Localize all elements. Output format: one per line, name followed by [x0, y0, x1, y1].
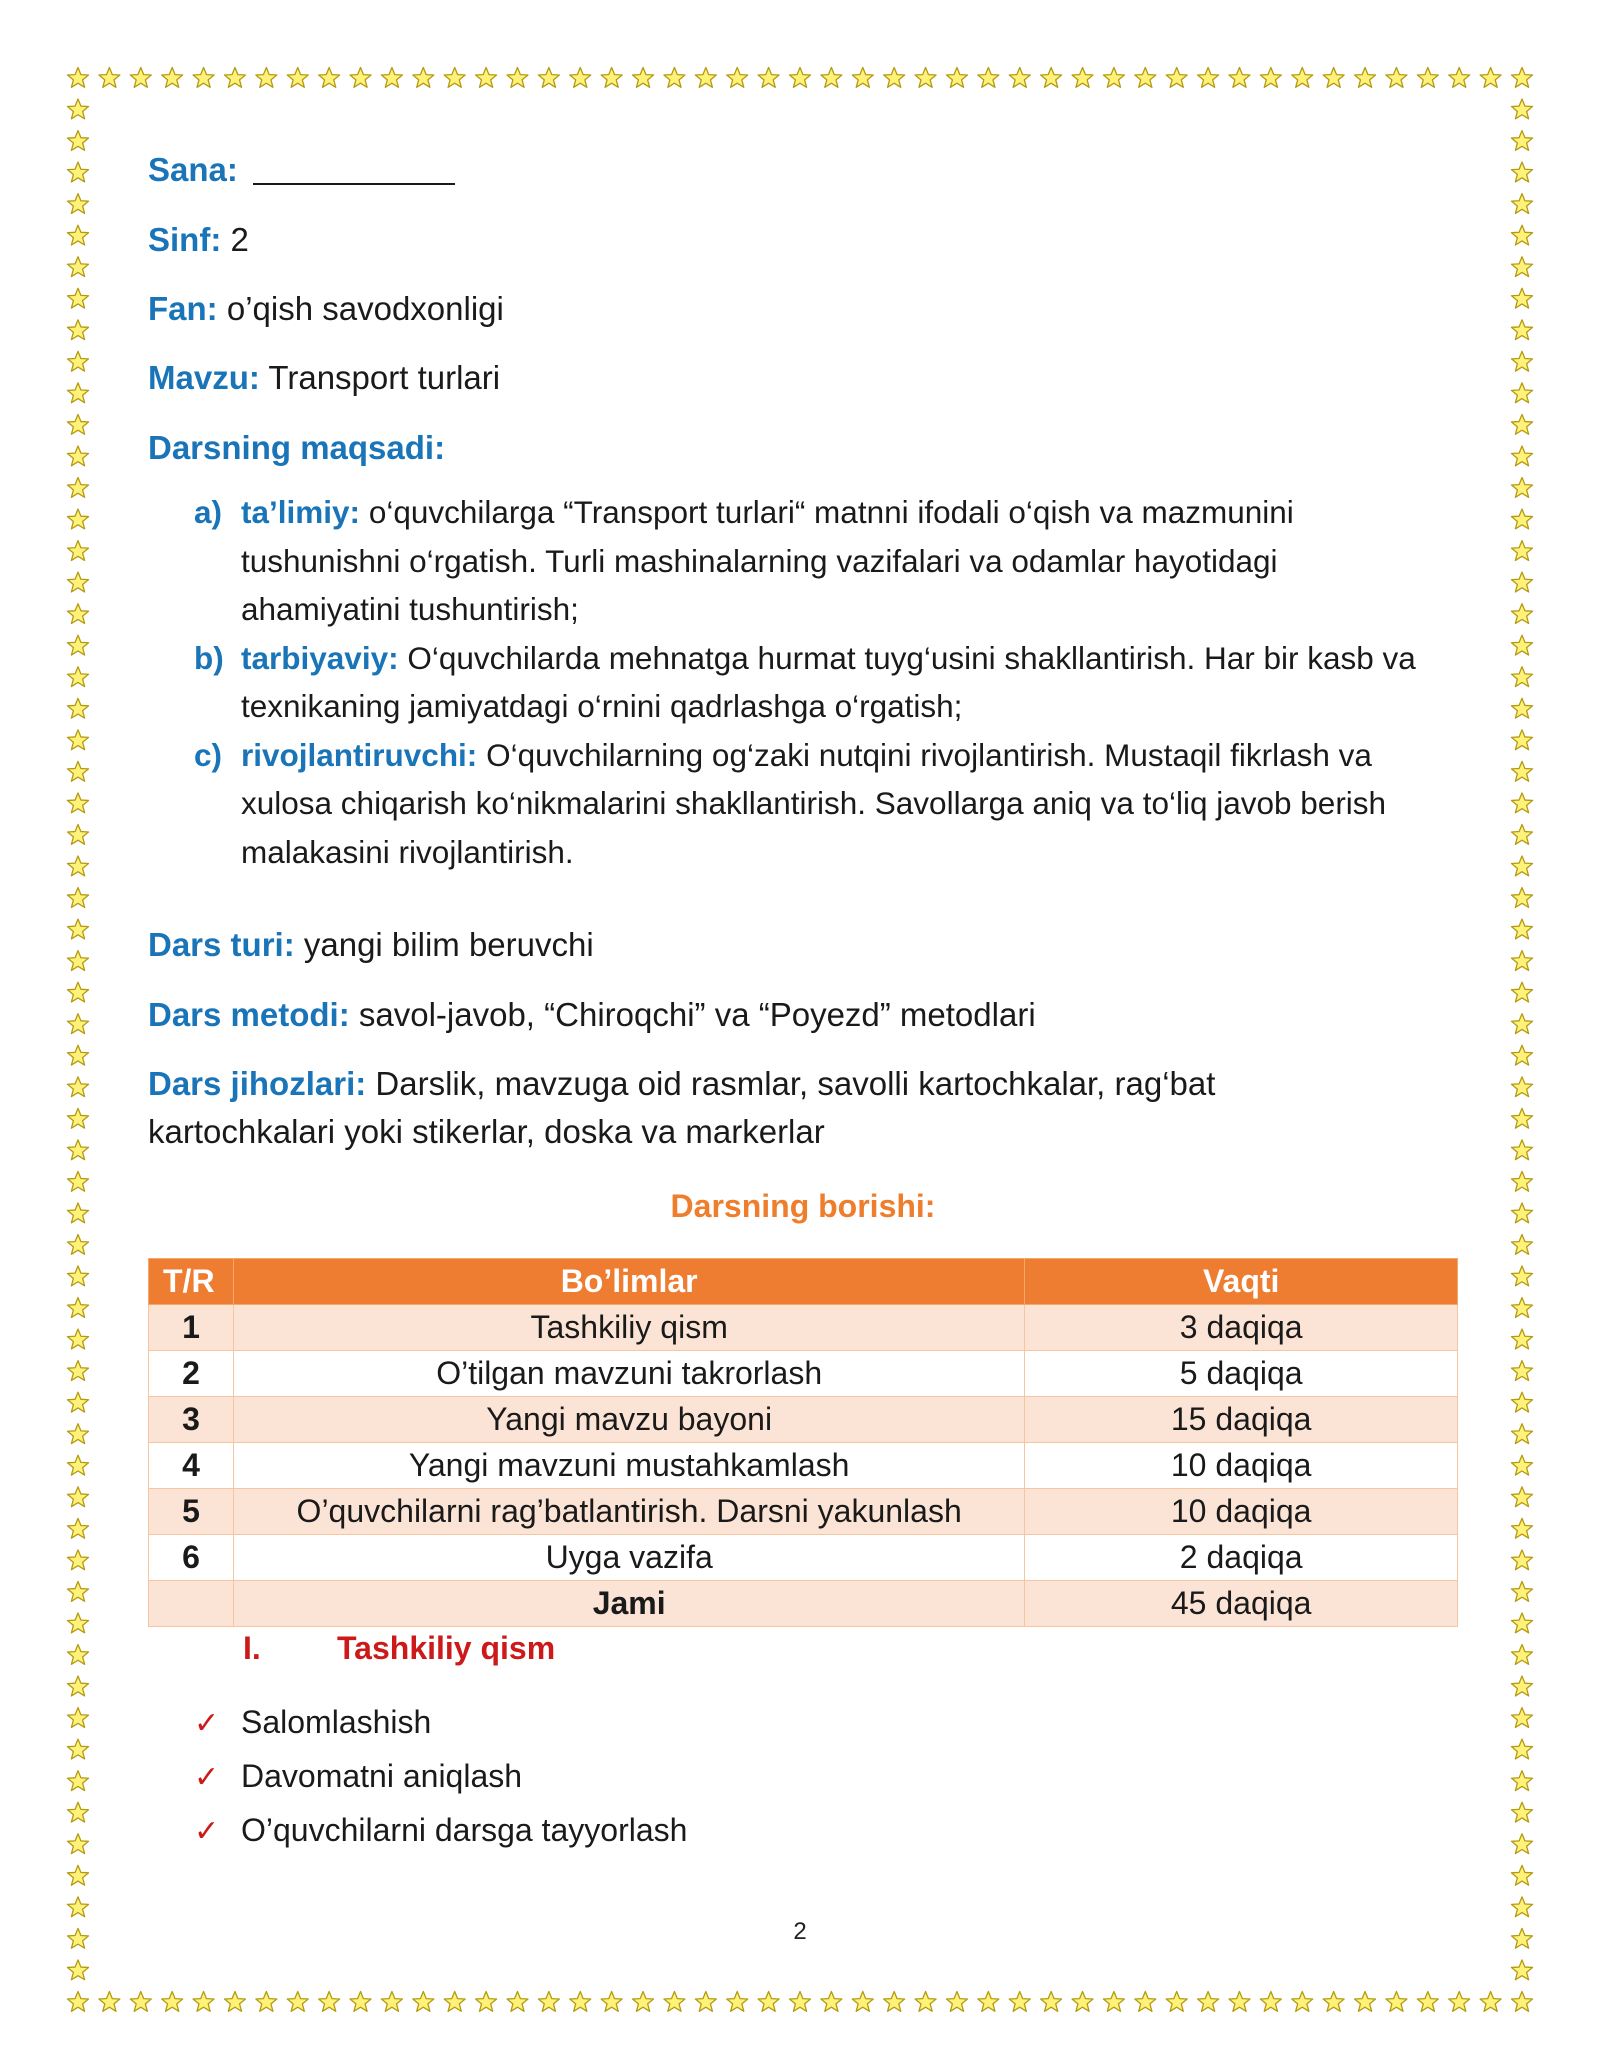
star-icon: [1417, 1992, 1438, 2012]
star-icon: [507, 68, 528, 88]
star-icon: [413, 1992, 434, 2012]
star-icon: [99, 1992, 120, 2012]
goal-label: rivojlantiruvchi:: [241, 736, 478, 773]
star-icon: [68, 383, 89, 403]
star-icon: [68, 667, 89, 687]
star-icon: [1512, 478, 1533, 498]
star-icon: [68, 1487, 89, 1507]
star-icon: [1512, 320, 1533, 340]
star-icon: [130, 1992, 151, 2012]
star-icon: [68, 1108, 89, 1128]
star-icon: [1512, 982, 1533, 1002]
star-icon: [1260, 68, 1281, 88]
star-icon: [319, 1992, 340, 2012]
star-icon: [1260, 1992, 1281, 2012]
goal-text: O‘quvchilarda mehnatga hurmat tuyg‘usini shakllantirish. Har bir kasb va texnikaning jamiyatdagi o‘rnini qadrlashga o‘rgatish;: [241, 639, 1416, 724]
star-icon: [1512, 793, 1533, 813]
grade-value: 2: [230, 221, 249, 258]
star-icon: [915, 68, 936, 88]
star-icon: [1355, 68, 1376, 88]
star-icon: [1229, 1992, 1250, 2012]
star-icon: [256, 68, 277, 88]
star-icon: [1512, 698, 1533, 718]
part-one-heading: [243, 1626, 555, 1670]
star-icon: [68, 1392, 89, 1412]
star-icon: [1512, 1550, 1533, 1570]
star-icon: [1323, 68, 1344, 88]
star-icon: [1512, 1897, 1533, 1917]
star-icon: [1480, 1992, 1501, 2012]
star-icon: [1072, 1992, 1093, 2012]
star-icon: [1512, 509, 1533, 529]
lesson-method-field: [148, 993, 1036, 1037]
star-icon: [68, 1992, 89, 2012]
star-icon: [130, 68, 151, 88]
star-icon: [1512, 604, 1533, 624]
star-icon: [790, 1992, 811, 2012]
row-section: O’tilgan mavzuni takrorlash: [233, 1351, 1024, 1397]
total-time: 45 daqiqa: [1025, 1581, 1458, 1627]
star-icon: [1512, 1960, 1533, 1980]
table-row: [149, 1489, 1458, 1535]
star-icon: [68, 761, 89, 781]
star-icon: [1512, 414, 1533, 434]
star-icon: [68, 1298, 89, 1318]
star-icon: [538, 68, 559, 88]
star-icon: [507, 1992, 528, 2012]
goal-text: O‘quvchilarning og‘zaki nutqini rivojlantirish. Mustaqil fikrlash va xulosa chiqarish ko‘nikmalarini shakllantirish. Savollarga aniq va to‘liq javob berish malakasini rivojlantirish.: [241, 736, 1387, 870]
table-row: [149, 1535, 1458, 1581]
topic-value: Transport turlari: [268, 359, 501, 396]
star-icon: [350, 68, 371, 88]
star-icon: [68, 1676, 89, 1696]
goal-marker: b): [194, 639, 224, 676]
lesson-equipment-field: [148, 1062, 1215, 1106]
star-icon: [1135, 68, 1156, 88]
star-icon: [1135, 1992, 1156, 2012]
star-icon: [1449, 1992, 1470, 2012]
subject-field: [148, 287, 504, 331]
row-section: Yangi mavzu bayoni: [233, 1397, 1024, 1443]
star-icon: [68, 1518, 89, 1538]
star-icon: [1512, 730, 1533, 750]
star-icon: [1103, 1992, 1124, 2012]
star-icon: [1512, 1676, 1533, 1696]
star-icon: [538, 1992, 559, 2012]
star-icon: [1512, 919, 1533, 939]
lesson-type-label: Dars turi:: [148, 926, 295, 963]
star-icon: [946, 68, 967, 88]
star-icon: [193, 68, 214, 88]
row-time: 5 daqiqa: [1025, 1351, 1458, 1397]
star-icon: [68, 919, 89, 939]
star-icon: [601, 1992, 622, 2012]
lesson-type-value: yangi bilim beruvchi: [303, 926, 594, 963]
star-icon: [884, 68, 905, 88]
star-icon: [946, 1992, 967, 2012]
star-icon: [1512, 951, 1533, 971]
star-icon: [1512, 1392, 1533, 1412]
star-icon: [1512, 1014, 1533, 1034]
star-icon: [381, 1992, 402, 2012]
star-icon: [444, 68, 465, 88]
star-icon: [1512, 131, 1533, 151]
checkmark-icon: ✓: [194, 1706, 220, 1741]
star-icon: [1512, 824, 1533, 844]
star-icon: [68, 793, 89, 813]
star-icon: [821, 1992, 842, 2012]
goal-item: [194, 488, 1444, 634]
star-icon: [1512, 1645, 1533, 1665]
star-icon: [287, 68, 308, 88]
star-icon: [68, 225, 89, 245]
star-icon: [1512, 856, 1533, 876]
star-icon: [1072, 68, 1093, 88]
star-icon: [1009, 1992, 1030, 2012]
star-icon: [68, 1140, 89, 1160]
subject-label: Fan:: [148, 290, 218, 327]
star-icon: [68, 1960, 89, 1980]
star-icon: [664, 68, 685, 88]
star-icon: [68, 824, 89, 844]
topic-field: [148, 356, 500, 400]
star-icon: [162, 1992, 183, 2012]
star-icon: [68, 478, 89, 498]
goals-title: Darsning maqsadi:: [148, 429, 446, 466]
star-icon: [1292, 68, 1313, 88]
star-icon: [68, 509, 89, 529]
star-icon: [978, 1992, 999, 2012]
star-icon: [1512, 1045, 1533, 1065]
star-icon: [68, 1771, 89, 1791]
star-icon: [1512, 1708, 1533, 1728]
goal-label: tarbiyaviy:: [241, 639, 399, 676]
star-icon: [1292, 1992, 1313, 2012]
table-header-row: [149, 1259, 1458, 1305]
star-icon: [1198, 1992, 1219, 2012]
row-number: 5: [149, 1489, 234, 1535]
table-total-row: [149, 1581, 1458, 1627]
row-section: Yangi mavzuni mustahkamlash: [233, 1443, 1024, 1489]
star-icon: [852, 1992, 873, 2012]
goal-label: ta’limiy:: [241, 494, 361, 530]
star-icon: [1512, 194, 1533, 214]
star-icon: [1512, 1487, 1533, 1507]
grade-field: [148, 218, 249, 262]
star-icon: [193, 1992, 214, 2012]
star-icon: [1166, 1992, 1187, 2012]
star-icon: [601, 68, 622, 88]
star-icon: [1417, 68, 1438, 88]
star-icon: [852, 68, 873, 88]
star-icon: [381, 68, 402, 88]
star-icon: [570, 1992, 591, 2012]
row-time: 15 daqiqa: [1025, 1397, 1458, 1443]
column-header: T/R: [149, 1259, 234, 1305]
row-time: 10 daqiqa: [1025, 1489, 1458, 1535]
star-icon: [68, 288, 89, 308]
star-icon: [319, 68, 340, 88]
goals-list: [194, 488, 1444, 876]
lesson-type-field: [148, 923, 594, 967]
star-icon: [1041, 68, 1062, 88]
star-icon: [1512, 1235, 1533, 1255]
column-header: Vaqti: [1025, 1259, 1458, 1305]
star-icon: [1512, 1108, 1533, 1128]
row-number: 1: [149, 1305, 234, 1351]
star-icon: [287, 1992, 308, 2012]
star-icon: [68, 1802, 89, 1822]
star-icon: [633, 68, 654, 88]
star-icon: [1229, 68, 1250, 88]
star-icon: [68, 68, 89, 88]
star-icon: [1512, 1329, 1533, 1349]
topic-label: Mavzu:: [148, 359, 260, 396]
star-icon: [664, 1992, 685, 2012]
lesson-equipment-value: Darslik, mavzuga oid rasmlar, savolli kartochkalar, rag‘bat: [375, 1065, 1216, 1102]
star-icon: [68, 1865, 89, 1885]
star-icon: [633, 1992, 654, 2012]
star-icon: [1512, 1140, 1533, 1160]
star-icon: [68, 635, 89, 655]
checkmark-icon: ✓: [194, 1760, 220, 1795]
star-icon: [68, 1424, 89, 1444]
date-field: [148, 148, 455, 192]
row-section: Tashkiliy qism: [233, 1305, 1024, 1351]
star-icon: [695, 1992, 716, 2012]
star-icon: [1512, 635, 1533, 655]
star-icon: [1512, 761, 1533, 781]
star-icon: [68, 257, 89, 277]
star-icon: [256, 1992, 277, 2012]
total-number: [149, 1581, 234, 1627]
star-icon: [68, 1550, 89, 1570]
star-icon: [915, 1992, 936, 2012]
star-icon: [99, 68, 120, 88]
star-icon: [162, 68, 183, 88]
row-section: O’quvchilarni rag’batlantirish. Darsni yakunlash: [233, 1489, 1024, 1535]
star-icon: [1449, 68, 1470, 88]
star-icon: [68, 982, 89, 1002]
part-title: Tashkiliy qism: [337, 1630, 556, 1666]
star-icon: [1512, 288, 1533, 308]
table-row: [149, 1443, 1458, 1489]
star-icon: [1041, 1992, 1062, 2012]
row-number: 6: [149, 1535, 234, 1581]
star-icon: [1512, 162, 1533, 182]
row-number: 2: [149, 1351, 234, 1397]
goal-item: [194, 731, 1444, 877]
star-icon: [224, 1992, 245, 2012]
star-icon: [1480, 68, 1501, 88]
star-icon: [1512, 351, 1533, 371]
star-icon: [413, 68, 434, 88]
total-label: Jami: [233, 1581, 1024, 1627]
star-icon: [68, 1581, 89, 1601]
goal-item: [194, 634, 1444, 731]
checklist-item: ✓ Salomlashish: [194, 1696, 687, 1750]
lesson-progress-table: [148, 1258, 1458, 1627]
star-icon: [1512, 68, 1533, 88]
goal-text: o‘quvchilarga “Transport turlari“ matnni ifodali o‘qish va mazmunini tushunishni o‘rgatish. Turli mashinalarning vazifalari va odamlar hayotidagi ahamiyatini tushuntirish;: [241, 494, 1294, 627]
star-icon: [727, 1992, 748, 2012]
star-icon: [1512, 1077, 1533, 1097]
star-icon: [1512, 1455, 1533, 1475]
star-icon: [68, 1266, 89, 1286]
page-number: 2: [793, 1918, 807, 1945]
part-roman-numeral: I.: [243, 1630, 261, 1666]
star-icon: [68, 698, 89, 718]
star-icon: [1512, 1739, 1533, 1759]
star-icon: [68, 1739, 89, 1759]
lesson-equipment-label: Dars jihozlari:: [148, 1065, 367, 1102]
star-icon: [68, 1235, 89, 1255]
star-icon: [68, 1329, 89, 1349]
star-icon: [68, 730, 89, 750]
table-row: [149, 1397, 1458, 1443]
star-icon: [68, 856, 89, 876]
star-icon: [1166, 68, 1187, 88]
star-icon: [1512, 1266, 1533, 1286]
star-icon: [1512, 1992, 1533, 2012]
checkmark-icon: ✓: [194, 1814, 220, 1849]
star-icon: [68, 1708, 89, 1728]
star-icon: [68, 320, 89, 340]
star-icon: [476, 68, 497, 88]
star-icon: [1009, 68, 1030, 88]
star-icon: [68, 131, 89, 151]
star-icon: [570, 68, 591, 88]
star-icon: [68, 1077, 89, 1097]
column-header: Bo’limlar: [233, 1259, 1024, 1305]
goal-marker: a): [194, 494, 223, 530]
row-time: 3 daqiqa: [1025, 1305, 1458, 1351]
checklist-item: ✓ Davomatni aniqlash: [194, 1750, 687, 1804]
star-icon: [1512, 446, 1533, 466]
star-icon: [350, 1992, 371, 2012]
star-icon: [68, 1834, 89, 1854]
table-row: [149, 1305, 1458, 1351]
table-row: [149, 1351, 1458, 1397]
star-icon: [1512, 1581, 1533, 1601]
date-label: Sana:: [148, 151, 238, 188]
lesson-method-value: savol-javob, “Chiroqchi” va “Poyezd” metodlari: [358, 996, 1036, 1033]
star-icon: [68, 1045, 89, 1065]
star-icon: [758, 68, 779, 88]
star-icon: [1512, 383, 1533, 403]
star-icon: [68, 1171, 89, 1191]
star-icon: [1512, 1424, 1533, 1444]
star-icon: [790, 68, 811, 88]
star-icon: [444, 1992, 465, 2012]
star-icon: [1512, 1771, 1533, 1791]
star-icon: [68, 1361, 89, 1381]
star-icon: [1512, 1865, 1533, 1885]
star-icon: [476, 1992, 497, 2012]
star-icon: [68, 572, 89, 592]
star-icon: [1512, 1171, 1533, 1191]
star-icon: [68, 1645, 89, 1665]
row-time: 2 daqiqa: [1025, 1535, 1458, 1581]
date-blank-line: [253, 153, 455, 185]
star-icon: [68, 194, 89, 214]
row-section: Uyga vazifa: [233, 1535, 1024, 1581]
star-icon: [68, 888, 89, 908]
star-icon: [68, 446, 89, 466]
lesson-method-label: Dars metodi:: [148, 996, 350, 1033]
star-icon: [1512, 225, 1533, 245]
star-icon: [1512, 1518, 1533, 1538]
star-icon: [1386, 68, 1407, 88]
star-icon: [884, 1992, 905, 2012]
star-icon: [224, 68, 245, 88]
star-icon: [1512, 1203, 1533, 1223]
star-icon: [68, 162, 89, 182]
star-icon: [821, 68, 842, 88]
subject-value: o’qish savodxonligi: [226, 290, 504, 327]
row-number: 3: [149, 1397, 234, 1443]
star-icon: [68, 1897, 89, 1917]
star-icon: [1512, 667, 1533, 687]
star-icon: [1512, 541, 1533, 561]
star-icon: [1512, 257, 1533, 277]
star-icon: [68, 1203, 89, 1223]
star-icon: [1355, 1992, 1376, 2012]
star-icon: [1198, 68, 1219, 88]
star-icon: [1512, 1298, 1533, 1318]
star-icon: [68, 541, 89, 561]
star-icon: [1512, 1834, 1533, 1854]
star-icon: [1103, 68, 1124, 88]
row-number: 4: [149, 1443, 234, 1489]
row-time: 10 daqiqa: [1025, 1443, 1458, 1489]
goal-marker: c): [194, 736, 223, 773]
star-icon: [1512, 572, 1533, 592]
star-icon: [978, 68, 999, 88]
star-icon: [68, 1613, 89, 1633]
star-icon: [68, 951, 89, 971]
star-icon: [68, 1455, 89, 1475]
part-one-checklist: [194, 1696, 687, 1858]
star-icon: [1512, 1361, 1533, 1381]
star-icon: [758, 1992, 779, 2012]
star-icon: [1323, 1992, 1344, 2012]
star-icon: [1512, 888, 1533, 908]
star-icon: [1512, 1613, 1533, 1633]
star-icon: [68, 99, 89, 119]
star-icon: [68, 1014, 89, 1034]
star-icon: [1512, 1802, 1533, 1822]
grade-label: Sinf:: [148, 221, 222, 258]
star-icon: [68, 604, 89, 624]
star-icon: [695, 68, 716, 88]
star-icon: [68, 414, 89, 434]
star-icon: [68, 351, 89, 371]
star-icon: [1386, 1992, 1407, 2012]
star-icon: [1512, 99, 1533, 119]
lesson-equipment-continued: kartochkalari yoki stikerlar, doska va markerlar: [148, 1113, 825, 1150]
star-icon: [727, 68, 748, 88]
checklist-item: ✓ O’quvchilarni darsga tayyorlash: [194, 1804, 687, 1858]
progress-title: Darsning borishi:: [670, 1188, 936, 1224]
